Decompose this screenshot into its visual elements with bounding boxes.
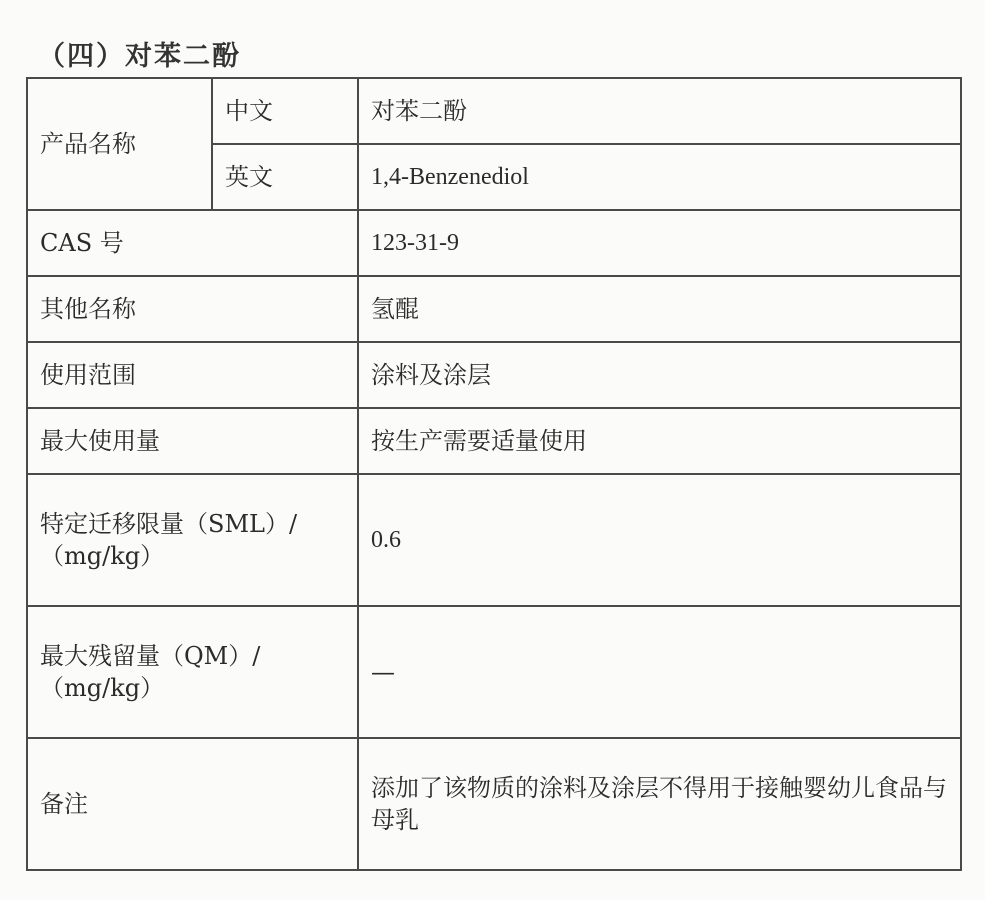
table-row: [27, 342, 961, 408]
table-row: [27, 606, 961, 738]
usage-scope-label: 使用范围: [27, 342, 358, 408]
max-usage-label: 最大使用量: [27, 408, 358, 474]
table-row: [27, 738, 961, 870]
qm-label-line1: 最大残留量（QM）/: [40, 641, 261, 670]
other-names-value: 氢醌: [358, 276, 961, 342]
table-row: [27, 408, 961, 474]
sml-label-line1: 特定迁移限量（SML）/: [40, 509, 298, 538]
table-row: [27, 474, 961, 606]
max-usage-value: 按生产需要适量使用: [358, 408, 961, 474]
qm-value: —: [358, 606, 961, 738]
english-label: 英文: [212, 144, 358, 210]
substance-spec-table: [26, 77, 962, 871]
qm-label: [27, 606, 358, 738]
sml-label-line2: （mg/kg）: [40, 542, 165, 570]
chinese-label: 中文: [212, 78, 358, 144]
chinese-name-value: 对苯二酚: [358, 78, 961, 144]
remarks-label: 备注: [27, 738, 358, 870]
sml-label: [27, 474, 358, 606]
cas-value: 123-31-9: [358, 210, 961, 276]
product-name-label: 产品名称: [27, 78, 212, 210]
usage-scope-value: 涂料及涂层: [358, 342, 961, 408]
other-names-label: 其他名称: [27, 276, 358, 342]
table-row: [27, 210, 961, 276]
remarks-value: 添加了该物质的涂料及涂层不得用于接触婴幼儿食品与母乳: [358, 738, 961, 870]
cas-label: CAS 号: [27, 210, 358, 276]
english-name-value: 1,4-Benzenediol: [358, 144, 961, 210]
table-row: [27, 78, 961, 144]
qm-label-line2: （mg/kg）: [40, 674, 165, 702]
sml-value: 0.6: [358, 474, 961, 606]
table-row: [27, 276, 961, 342]
section-heading: （四）对苯二酚: [38, 41, 241, 72]
